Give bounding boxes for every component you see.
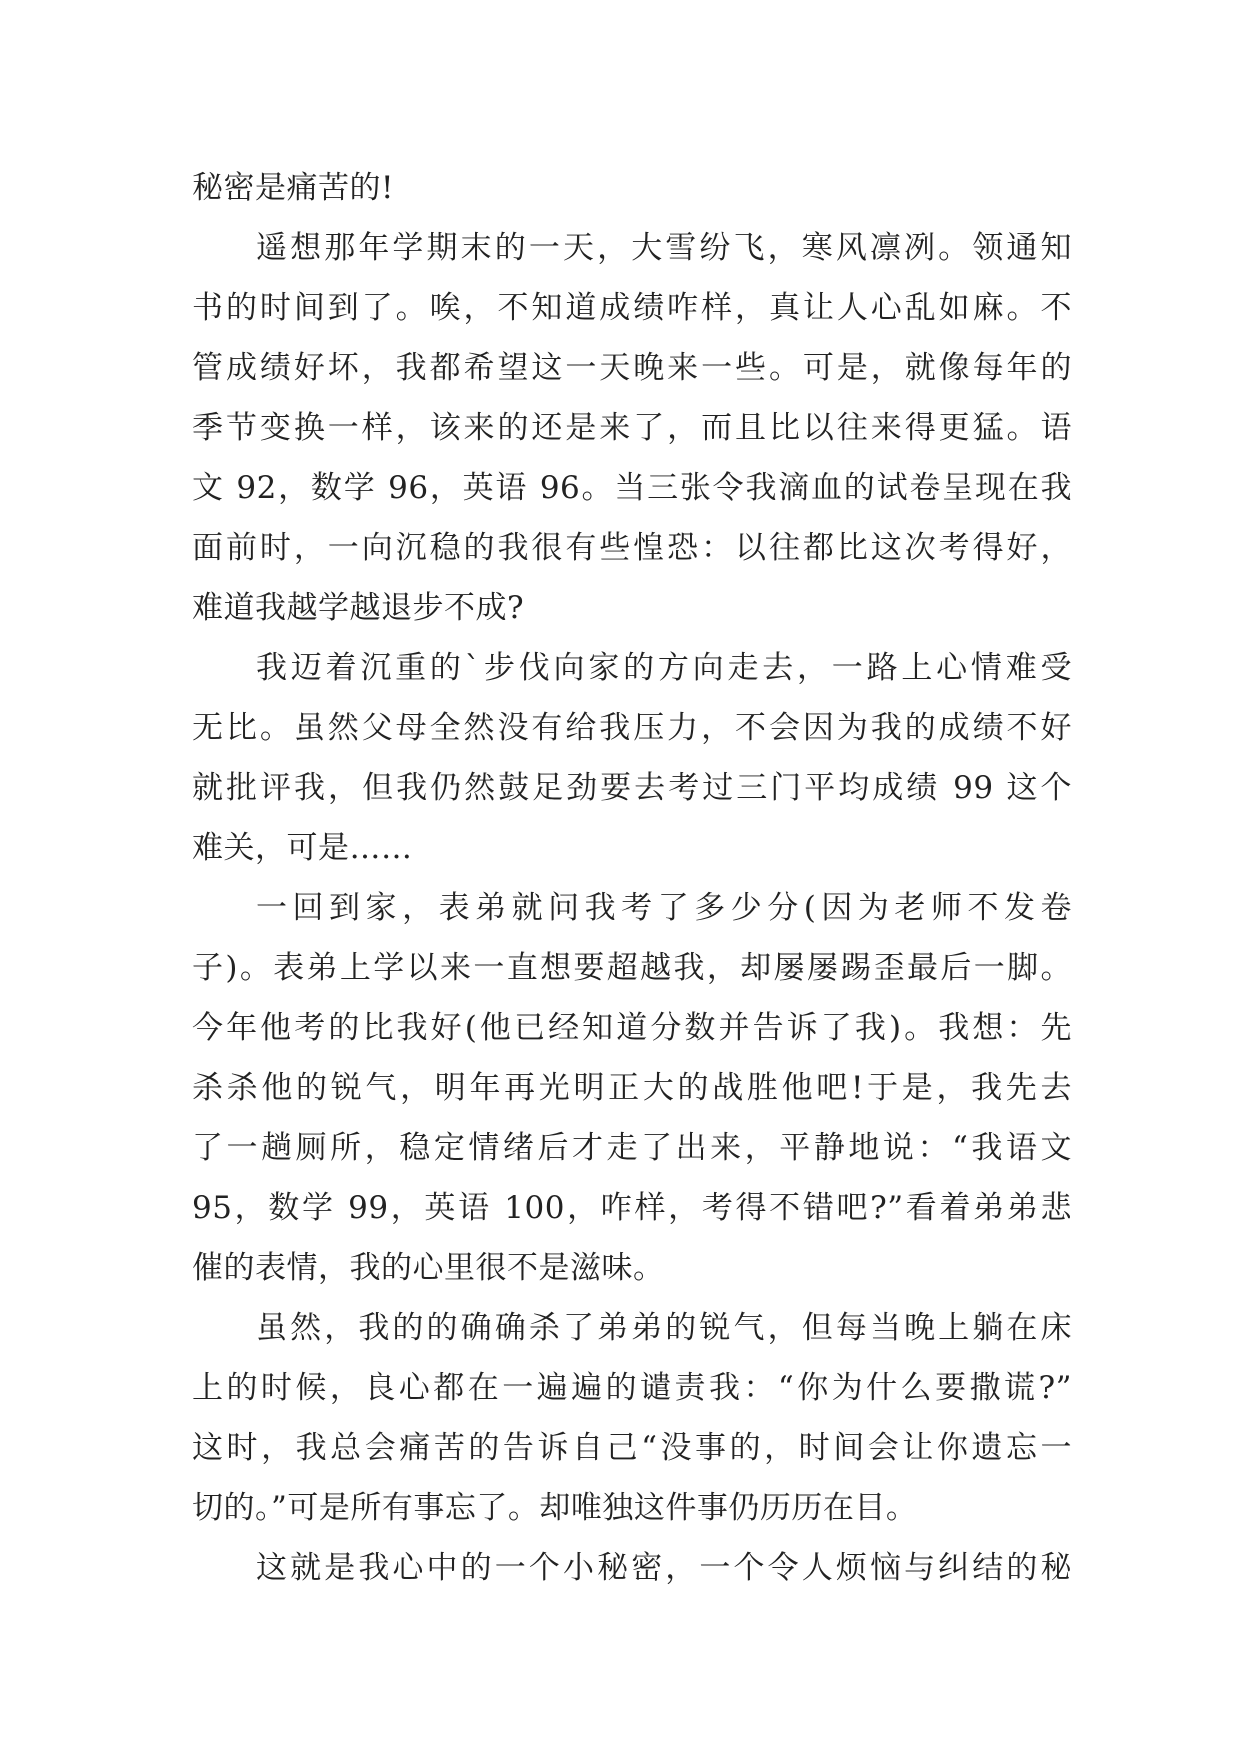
paragraph-first-line: 遥想那年学期末的一天，大雪纷飞，寒风凛冽。领通知 xyxy=(256,230,1072,266)
paragraph-first-line: 虽然，我的的确确杀了弟弟的锐气，但每当晚上躺在床 xyxy=(256,1310,1072,1346)
text-line: 管成绩好坏，我都希望这一天晚来一些。可是，就像每年的 xyxy=(192,350,1072,386)
paragraph-first-line: 我迈着沉重的`步伐向家的方向走去，一路上心情难受 xyxy=(256,650,1072,686)
text-line: 难关，可是…… xyxy=(192,830,413,866)
paragraph-first-line: 这就是我心中的一个小秘密，一个令人烦恼与纠结的秘 xyxy=(256,1550,1072,1586)
text-line: 这时，我总会痛苦的告诉自己“没事的，时间会让你遗忘一 xyxy=(192,1430,1072,1466)
text-line: 季节变换一样，该来的还是来了，而且比以往来得更猛。语 xyxy=(192,410,1072,446)
text-line: 难道我越学越退步不成? xyxy=(192,590,525,626)
text-line: 今年他考的比我好(他已经知道分数并告诉了我)。我想：先 xyxy=(192,1010,1072,1046)
text-line: 了一趟厕所，稳定情绪后才走了出来，平静地说：“我语文 xyxy=(192,1130,1072,1166)
text-line: 杀杀他的锐气，明年再光明正大的战胜他吧!于是，我先去 xyxy=(192,1070,1072,1106)
text-line: 无比。虽然父母全然没有给我压力，不会因为我的成绩不好 xyxy=(192,710,1072,746)
text-line: 子)。表弟上学以来一直想要超越我，却屡屡踢歪最后一脚。 xyxy=(192,950,1072,986)
text-line: 秘密是痛苦的! xyxy=(192,170,394,206)
paragraph-first-line: 一回到家，表弟就问我考了多少分(因为老师不发卷 xyxy=(256,890,1072,926)
text-line: 切的。”可是所有事忘了。却唯独这件事仍历历在目。 xyxy=(192,1490,918,1526)
text-line: 面前时，一向沉稳的我很有些惶恐：以往都比这次考得好， xyxy=(192,530,1072,566)
text-line: 95，数学 99，英语 100，咋样，考得不错吧?”看着弟弟悲 xyxy=(192,1190,1072,1226)
text-line: 书的时间到了。唉，不知道成绩咋样，真让人心乱如麻。不 xyxy=(192,290,1072,326)
text-line: 上的时候，良心都在一遍遍的谴责我：“你为什么要撒谎?” xyxy=(192,1370,1072,1406)
body-text xyxy=(192,158,1072,1598)
text-line: 催的表情，我的心里很不是滋味。 xyxy=(192,1250,665,1286)
text-line: 文 92，数学 96，英语 96。当三张令我滴血的试卷呈现在我 xyxy=(192,470,1072,506)
text-line: 就批评我，但我仍然鼓足劲要去考过三门平均成绩 99 这个 xyxy=(192,770,1072,806)
